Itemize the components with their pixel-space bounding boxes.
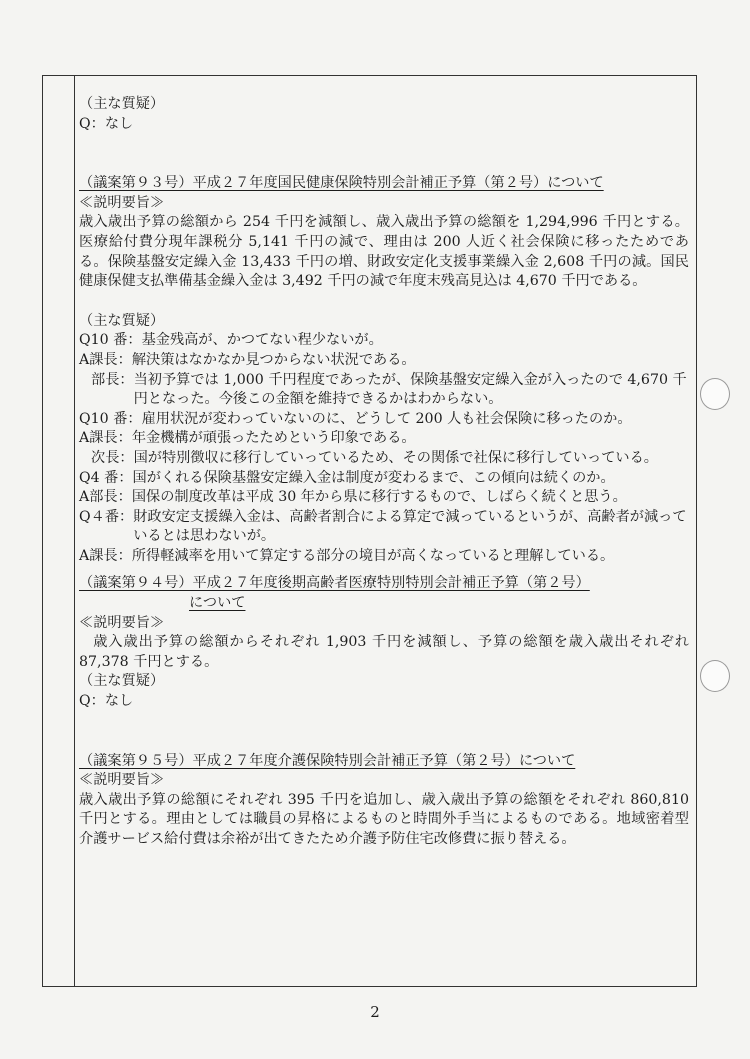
qa-speaker: Q10 番： [79, 332, 142, 349]
qa-item [79, 508, 689, 547]
qa-item [79, 410, 689, 430]
binder-hole-top [700, 378, 730, 410]
qa-speaker: Q10 番： [79, 410, 142, 427]
qa-item [79, 449, 689, 469]
qa-speaker: A課長： [79, 351, 132, 368]
qa-item [79, 469, 689, 489]
qa-text: 基金残高が、かつてない程少ないが。 [141, 332, 383, 349]
qa-text: 年金機構が頑張ったためという印象である。 [131, 430, 416, 447]
document-body [79, 95, 689, 850]
qa-speaker: 次長： [91, 449, 134, 466]
section-heading-93: （議案第９３号）平成２７年度国民健康保険特別会計補正予算（第２号）について [79, 175, 604, 192]
qa-item [79, 429, 689, 449]
q-none: Q：なし [79, 115, 134, 132]
qa-item [79, 547, 689, 567]
qa-text: 当初予算では 1,000 千円程度であったが、保険基盤安定繰入金が入ったので 4,670 千円となった。今後この金額を維持できるかはわからない。 [133, 371, 687, 408]
qa-speaker: Q4 番： [79, 469, 133, 486]
qa-speaker: A課長： [79, 547, 132, 564]
qa-list-93 [79, 331, 689, 566]
qa-text: 所得軽減率を用いて算定する部分の境目が高くなっていると理解している。 [131, 547, 615, 564]
summary-label: ≪説明要旨≫ [79, 614, 165, 631]
qa-item [79, 351, 689, 371]
summary-text-94: 歳入歳出予算の総額からそれぞれ 1,903 千円を減額し、予算の総額を歳入歳出それぞれ 87,378 千円とする。 [79, 634, 689, 670]
qa-text: 解決策はなかなか見つからない状況である。 [131, 351, 416, 368]
qa-item [79, 331, 689, 351]
qa-text: 国がくれる保険基盤安定繰入金は制度が変わるまで、この傾向は続くのか。 [132, 469, 615, 486]
section-heading-94: （議案第９４号）平成２７年度後期高齢者医療特別特別会計補正予算（第２号） [79, 575, 590, 592]
q-none: Q：なし [79, 693, 134, 710]
summary-text-93: 歳入歳出予算の総額から 254 千円を減額し、歳入歳出予算の総額を 1,294,996 千円とする。医療給付費分現年課税分 5,141 千円の減で、理由は 200 人近く社会保険に移ったためである。保険基盤安定繰入金 13,433 千円の増、財政安定化支援事業繰入金 2,608 千円の減。国民健康保健支払準備基金繰入金は 3,492 千円の減で年度末残高見込は 4,670 千円である。 [79, 214, 689, 290]
qa-speaker: 部長： [91, 371, 134, 388]
qa-label: （主な質疑） [79, 312, 165, 329]
section-heading-94-cont: について [189, 595, 246, 612]
qa-text: 雇用状況が変わっていないのに、どうして 200 人も社会保険に移ったのか。 [141, 410, 632, 427]
qa-item [79, 488, 689, 508]
section-heading-95: （議案第９５号）平成２７年度介護保険特別会計補正予算（第２号）について [79, 752, 576, 769]
qa-text: 国保の制度改革は平成 30 年から県に移行するもので、しばらく続くと思う。 [131, 489, 627, 506]
qa-text: 財政安定支援繰入金は、高齢者割合による算定で減っているというが、高齢者が減っているとは思わないが。 [133, 508, 687, 545]
qa-speaker: A部長： [79, 489, 132, 506]
qa-label: （主な質疑） [79, 673, 165, 690]
qa-speaker: A課長： [79, 430, 132, 447]
page-number: 2 [370, 1003, 380, 1021]
qa-item [79, 371, 689, 410]
qa-label: （主な質疑） [79, 96, 165, 112]
summary-text-95: 歳入歳出予算の総額にそれぞれ 395 千円を追加し、歳入歳出予算の総額をそれぞれ 860,810 千円とする。理由としては職員の昇格によるものと時間外手当によるものである。地域密着型介護サービス給付費は余裕が出てきたため介護予防住宅改修費に振り替える。 [79, 791, 689, 847]
qa-speaker: Q４番： [79, 508, 134, 525]
summary-label: ≪説明要旨≫ [79, 194, 165, 211]
qa-text: 国が特別徴収に移行していっているため、その関係で社保に移行していっている。 [133, 449, 658, 466]
binder-hole-bottom [700, 660, 730, 692]
summary-label: ≪説明要旨≫ [79, 772, 165, 789]
